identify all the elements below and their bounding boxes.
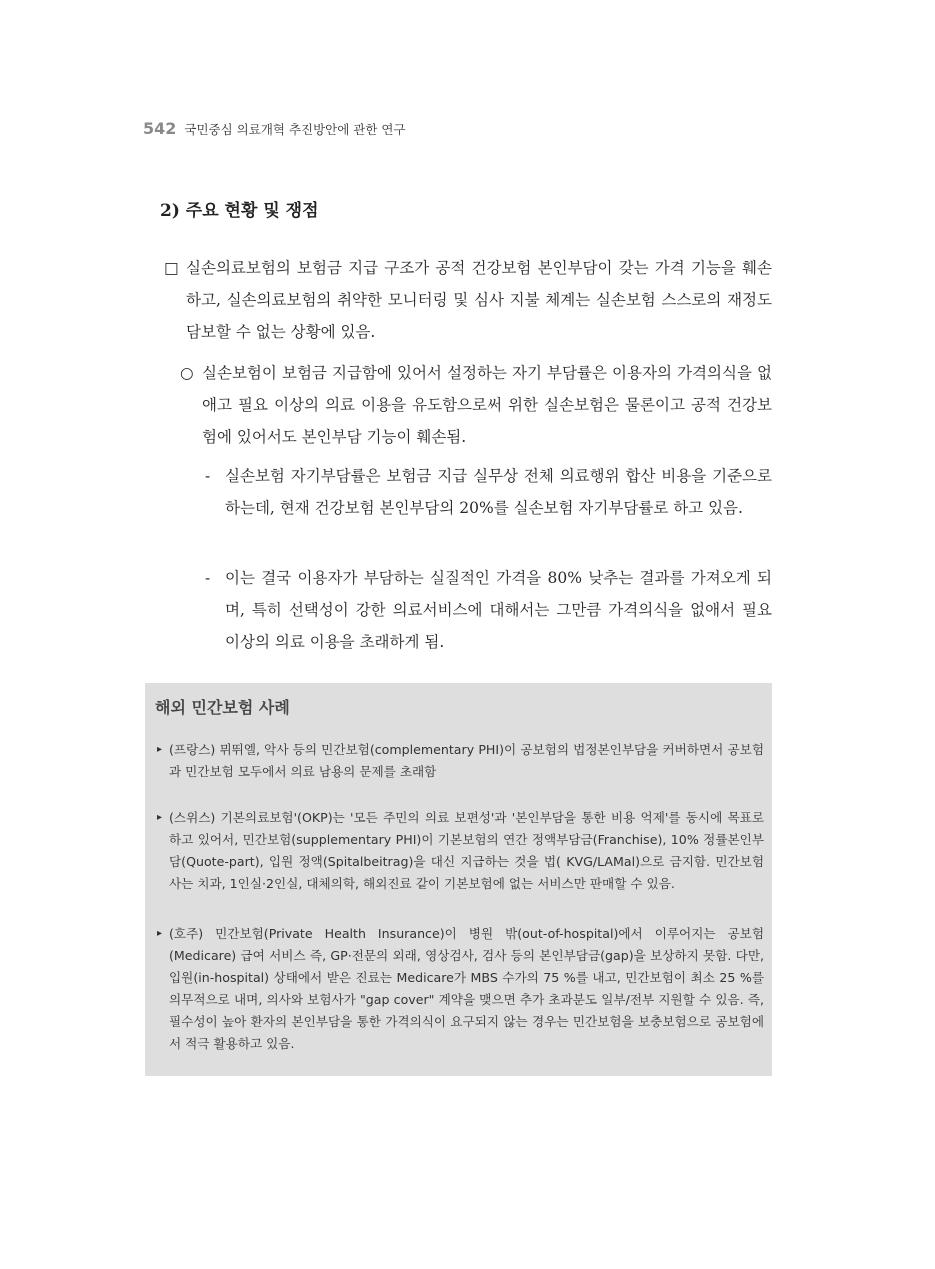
- page-number: 542: [143, 119, 177, 138]
- circle-bullet-icon: ○: [180, 364, 194, 382]
- case-text: (호주) 민간보험(Private Health Insurance)이 병원 밖(out-of-hospital)에서 이루어지는 공보험(Medicare) 급여 서비스 즉, GP·전문의 외래, 영상검사, 검사 등의 본인부담금(gap)을 보상하지 못함. 다만, 입원(in-hospital) 상태에서 받은 진료는 Medicare가 MBS 수가의 75 %를 내고, 민간보험이 최소 25 %를 의무적으로 내며, 의사와 보험사가 "gap cover" 계약을 맺으면 추가 초과분도 일부/전부 지원할 수 있음. 즉, 필수성이 높아 환자의 본인부담을 통한 가격의식이 요구되지 않는 경우는 민간보험을 보충보험으로 공보험에서 적극 활용하고 있음.: [169, 926, 764, 1051]
- square-bullet-icon: □: [164, 259, 179, 277]
- paragraph-main-point: [164, 252, 772, 348]
- case-item-france: [157, 739, 764, 783]
- case-item-switzerland: [157, 807, 764, 895]
- paragraph-detail: [205, 460, 772, 524]
- case-text: (프랑스) 뮈뛰엘, 악사 등의 민간보험(complementary PHI)이 공보험의 법정본인부담을 커버하면서 공보험과 민간보험 모두에서 의료 남용의 문제를 초래함: [169, 742, 764, 779]
- paragraph-text: 이는 결국 이용자가 부담하는 실질적인 가격을 80% 낮추는 결과를 가져오게 되며, 특히 선택성이 강한 의료서비스에 대해서는 그만큼 가격의식을 없애서 필요 이상의 의료 이용을 초래하게 됨.: [225, 569, 772, 651]
- case-study-box: [145, 683, 772, 1076]
- case-text: (스위스) 기본의료보험'(OKP)는 '모든 주민의 의료 보편성'과 '본인부담을 통한 비용 억제'를 동시에 목표로 하고 있어서, 민간보험(supplementary PHI)이 기본보험의 연간 정액부담금(Franchise), 10% 정률본인부담(Quote-part), 입원 정액(Spitalbeitrag)을 대신 지급하는 것을 법( KVG/LAMal)으로 금지함. 민간보험사는 치과, 1인실·2인실, 대체의학, 해외진료 같이 기본보험에 없는 서비스만 판매할 수 있음.: [169, 810, 764, 891]
- triangle-bullet-icon: ▸: [157, 744, 163, 755]
- section-title: 2) 주요 현황 및 쟁점: [160, 201, 319, 221]
- paragraph-text: 실손의료보험의 보험금 지급 구조가 공적 건강보험 본인부담이 갖는 가격 기능을 훼손하고, 실손의료보험의 취약한 모니터링 및 심사 지불 체계는 실손보험 스스로의 재정도 담보할 수 없는 상황에 있음.: [186, 259, 772, 341]
- page-header: [143, 119, 406, 138]
- triangle-bullet-icon: ▸: [157, 928, 163, 939]
- paragraph-sub-point: [180, 357, 772, 453]
- dash-bullet-icon: -: [205, 467, 211, 485]
- paragraph-text: 실손보험이 보험금 지급함에 있어서 설정하는 자기 부담률은 이용자의 가격의식을 없애고 필요 이상의 의료 이용을 유도함으로써 위한 실손보험은 물론이고 공적 건강보험에 있어서도 본인부담 기능이 훼손됨.: [202, 364, 772, 446]
- paragraph-text: 실손보험 자기부담률은 보험금 지급 실무상 전체 의료행위 합산 비용을 기준으로 하는데, 현재 건강보험 본인부담의 20%를 실손보험 자기부담률로 하고 있음.: [225, 467, 772, 517]
- running-title: 국민중심 의료개혁 추진방안에 관한 연구: [184, 122, 406, 137]
- box-title: 해외 민간보험 사례: [155, 698, 290, 717]
- paragraph-detail: [205, 562, 772, 658]
- case-item-australia: [157, 923, 764, 1055]
- dash-bullet-icon: -: [205, 569, 211, 587]
- triangle-bullet-icon: ▸: [157, 812, 163, 823]
